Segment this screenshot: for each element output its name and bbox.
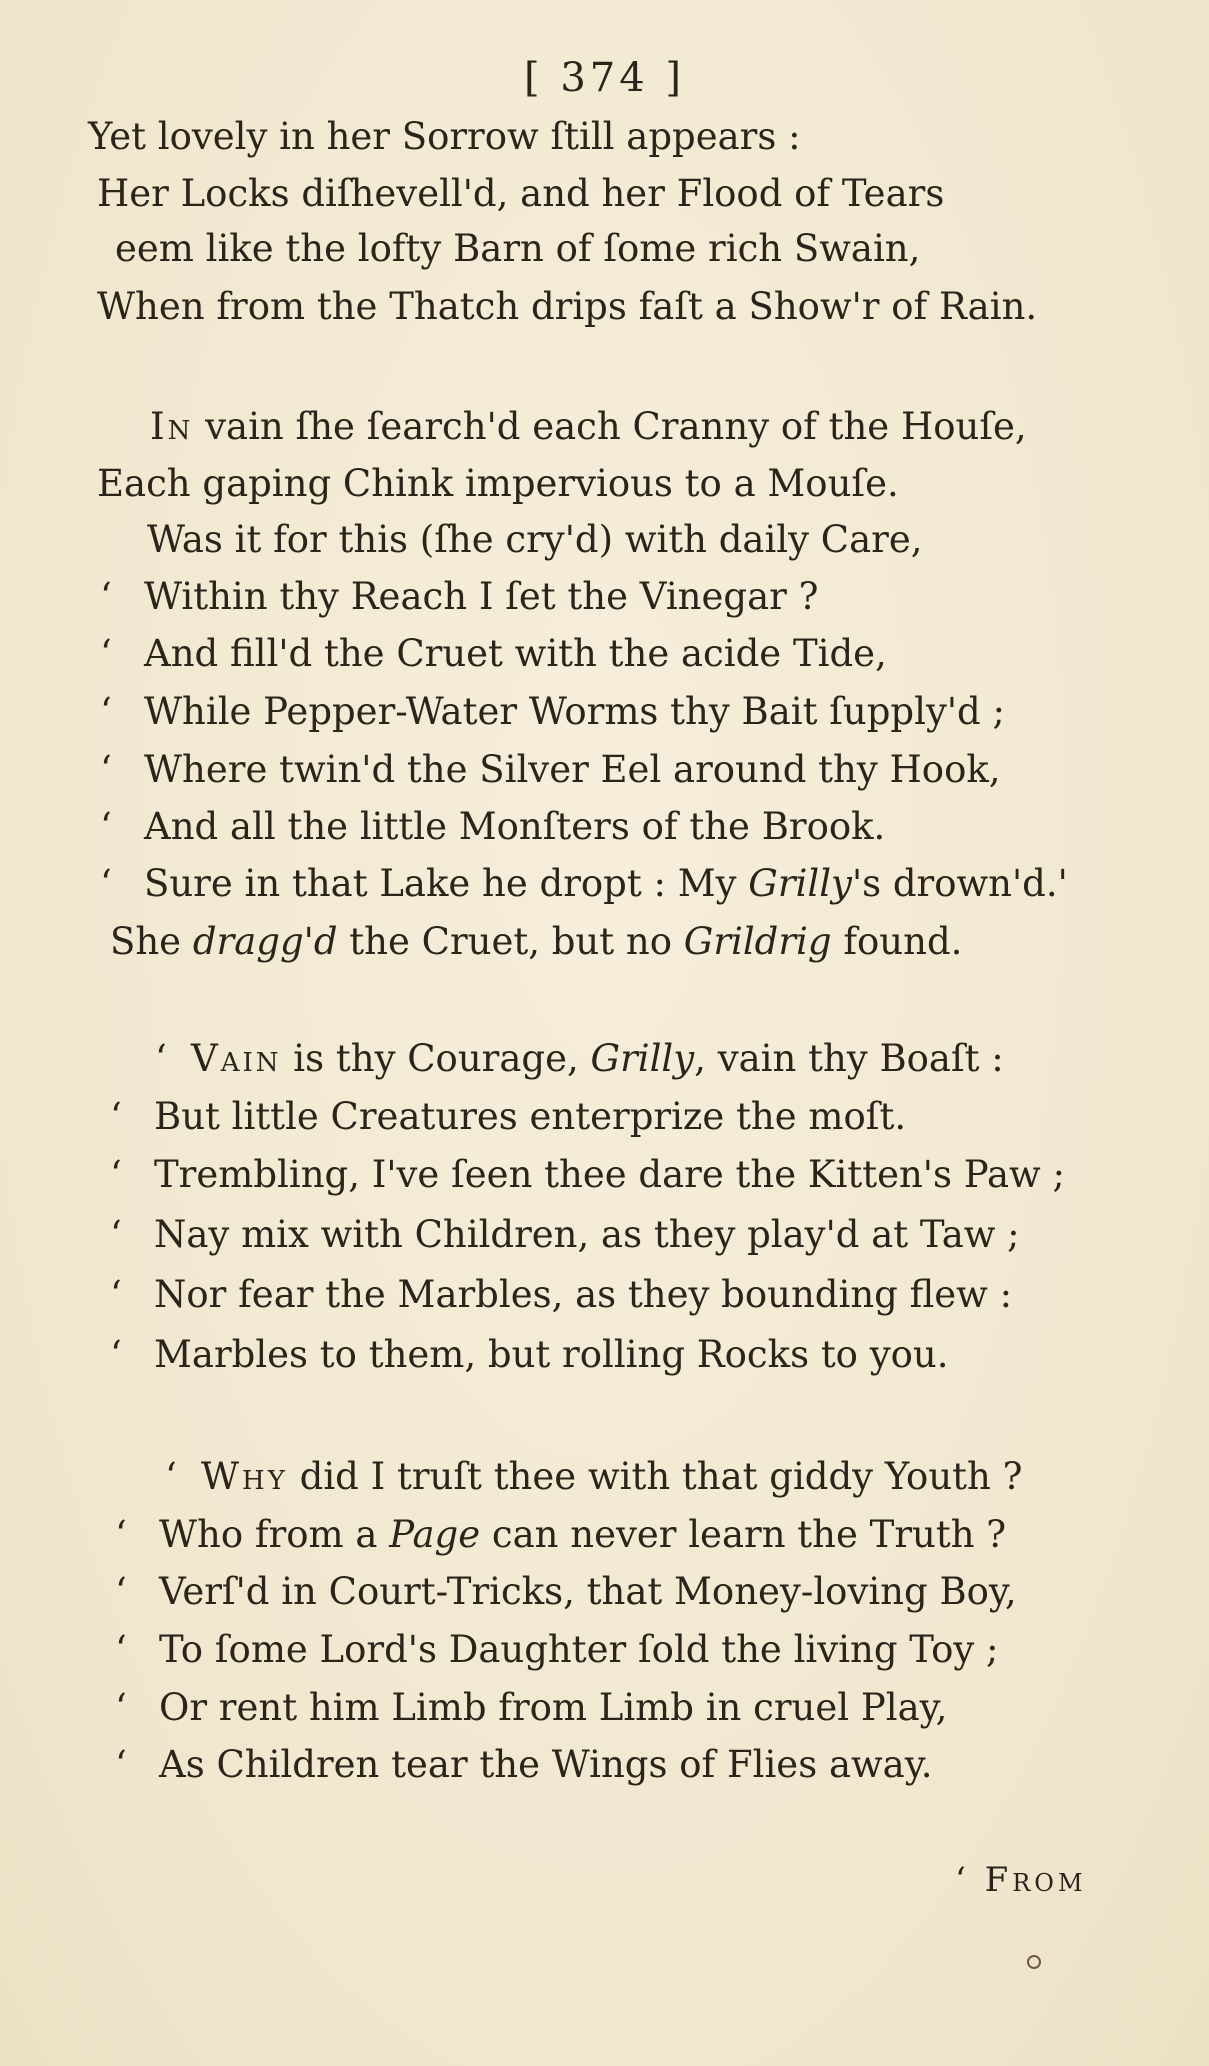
line-text: Nor fear the Marbles, as they bounding flew :	[154, 1273, 1013, 1316]
line-text: To ſome Lord's Daughter ſold the living Toy ;	[159, 1628, 999, 1671]
line-text: Sure in that Lake he dropt : My	[144, 862, 749, 905]
quote-mark: ‘	[110, 1273, 122, 1316]
quote-mark: ‘	[100, 575, 112, 618]
poem-line	[110, 1273, 1012, 1317]
poem-line	[115, 1570, 1017, 1614]
poem-line	[100, 805, 885, 849]
poem-line: Was it for this (ſhe cry'd) with daily Care,	[147, 518, 923, 561]
poem-line	[110, 1095, 906, 1139]
italic-word: Page	[389, 1513, 481, 1556]
quote-mark: ‘	[155, 1037, 167, 1080]
line-text: And fill'd the Cruet with the acide Tide,	[144, 632, 887, 675]
line-text: vain ſhe ſearch'd each Cranny of the Houſe,	[193, 405, 1027, 448]
poem-line	[110, 1333, 949, 1377]
poem-line	[100, 575, 818, 619]
quote-mark: ‘	[110, 1153, 122, 1196]
line-text: Verſ'd in Court-Tricks, that Money-loving Boy,	[159, 1570, 1017, 1613]
poem-line	[115, 1686, 947, 1730]
poem-line: eem like the lofty Barn of ſome rich Swain,	[115, 227, 921, 270]
poem-line	[115, 1628, 998, 1672]
italic-name: Grilly	[590, 1037, 695, 1080]
poem-line	[155, 1037, 1004, 1081]
quote-mark: ‘	[110, 1333, 122, 1376]
quote-mark: ‘	[110, 1095, 122, 1138]
poem-line	[100, 632, 887, 676]
line-text: the Cruet, but no	[337, 920, 684, 963]
poem-line	[150, 405, 1027, 449]
poem-line	[100, 862, 1068, 906]
page-number: [ 374 ]	[524, 55, 685, 101]
quote-mark: ‘	[100, 862, 112, 905]
poem-line	[115, 1743, 933, 1787]
line-text: And all the little Monſters of the Brook.	[144, 805, 886, 848]
line-text: 's drown'd.'	[851, 862, 1068, 905]
line-text: found.	[831, 920, 963, 963]
line-text: Marbles to them, but rolling Rocks to you.	[154, 1333, 949, 1376]
quote-mark: ‘	[100, 632, 112, 675]
quote-mark: ‘	[165, 1455, 177, 1498]
initial-word: Vain	[191, 1037, 282, 1080]
poem-line: When from the Thatch drips faſt a Show'r of Rain.	[97, 285, 1038, 328]
quote-mark: ‘	[115, 1686, 127, 1729]
poem-line: Each gaping Chink impervious to a Mouſe.	[97, 462, 899, 505]
initial-word: In	[150, 405, 194, 448]
quote-mark: ‘	[115, 1628, 127, 1671]
poem-line	[110, 1153, 1065, 1197]
quote-mark: ‘	[115, 1513, 127, 1556]
line-text: is thy Courage,	[281, 1037, 591, 1080]
line-text: Where twin'd the Silver Eel around thy Hook,	[144, 748, 1001, 791]
line-text: , vain thy Boaſt :	[694, 1037, 1004, 1080]
poem-line: Yet lovely in her Sorrow ſtill appears :	[88, 115, 801, 158]
line-text: But little Creatures enterprize the moſt.	[154, 1095, 907, 1138]
line-text: While Pepper-Water Worms thy Bait ſupply'd ;	[144, 690, 1005, 733]
quote-mark: ‘	[100, 690, 112, 733]
poem-line	[110, 1213, 1020, 1257]
ink-mark	[1027, 1955, 1041, 1969]
poem-line	[115, 1513, 1006, 1557]
line-text: Nay mix with Children, as they play'd at Taw ;	[154, 1213, 1020, 1256]
initial-word: Why	[201, 1455, 288, 1498]
italic-name: Grilly	[748, 862, 852, 905]
line-text: Who from a	[159, 1513, 390, 1556]
poem-line: Her Locks diſhevell'd, and her Flood of Tears	[97, 172, 945, 215]
quote-mark: ‘	[115, 1743, 127, 1786]
line-text: Trembling, I've ſeen thee dare the Kitten's Paw ;	[154, 1153, 1065, 1196]
line-text: She	[110, 920, 193, 963]
poem-line	[110, 920, 962, 964]
quote-mark: ‘	[100, 805, 112, 848]
line-text: did I truſt thee with that giddy Youth ?	[287, 1455, 1023, 1498]
quote-mark: ‘	[115, 1570, 127, 1613]
italic-word: dragg'd	[192, 920, 338, 963]
quote-mark: ‘	[110, 1213, 122, 1256]
quote-mark: ‘	[100, 748, 112, 791]
catchword: ‘ From	[955, 1860, 1087, 1900]
poem-line	[165, 1455, 1022, 1499]
line-text: Within thy Reach I ſet the Vinegar ?	[144, 575, 819, 618]
poem-line	[100, 690, 1005, 734]
poem-line	[100, 748, 1001, 792]
line-text: Or rent him Limb from Limb in cruel Play,	[159, 1686, 948, 1729]
line-text: As Children tear the Wings of Flies away.	[159, 1743, 933, 1786]
italic-name: Grildrig	[683, 920, 832, 963]
line-text: can never learn the Truth ?	[480, 1513, 1007, 1556]
